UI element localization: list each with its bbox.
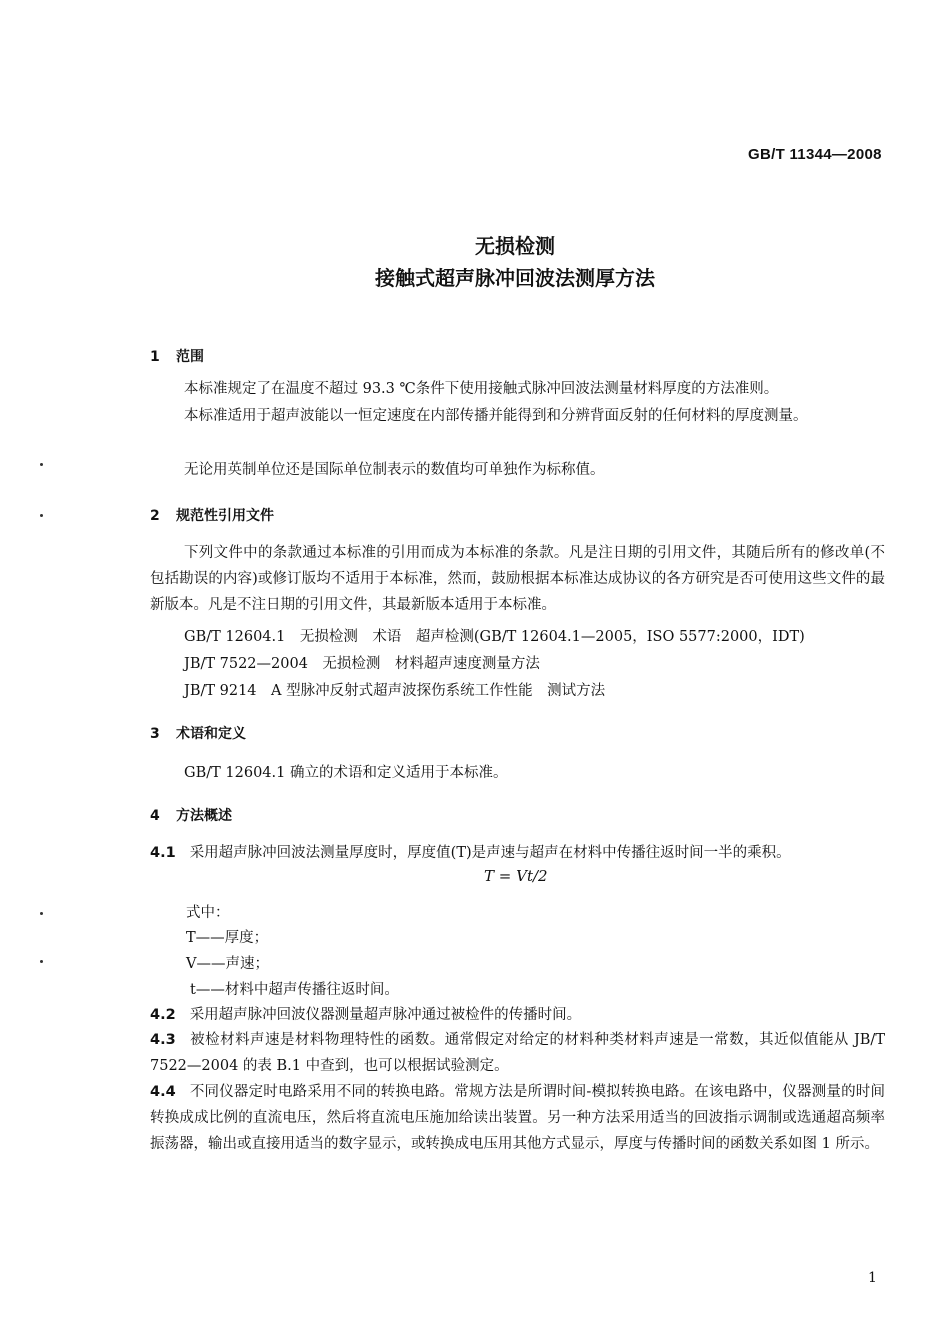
- section-2-paragraph-1: 下列文件中的条款通过本标准的引用而成为本标准的条款。凡是注日期的引用文件，其随后所有的修改单(不包括勘误的内容)或修订版均不适用于本标准，然而，鼓励根据本标准达成协议的各方研究是否可使用这些文件的最新版本。凡是不注日期的引用文件，其最新版本适用于本标准。: [150, 545, 885, 613]
- clause-4-3: [150, 1027, 885, 1079]
- clause-number: 4.1: [150, 845, 176, 861]
- title-line-1: 无损检测: [475, 234, 555, 258]
- section-3-heading: [150, 723, 246, 743]
- clause-4-1: [150, 840, 885, 866]
- clause-number: 4.3: [150, 1032, 176, 1048]
- section-title: 术语和定义: [176, 726, 246, 742]
- page-number: 1: [868, 1270, 877, 1286]
- variable-definition: T——厚度；: [186, 930, 269, 946]
- section-number: 1: [150, 349, 160, 365]
- scan-speck: [40, 912, 43, 915]
- section-4-heading: [150, 805, 232, 825]
- reference-item: JB/T 7522—2004 无损检测 材料超声速度测量方法: [184, 656, 540, 672]
- clause-text: 不同仪器定时电路采用不同的转换电路。常规方法是所谓时间-模拟转换电路。在该电路中，仪器测量的时间转换成成比例的直流电压，然后将直流电压施加给读出装置。另一种方法采用适当的回波指示调制或选通超高频率振荡器，输出或直接用适当的数字显示，或转换成电压用其他方式显示，厚度与传播时间的函数关系如图 1 所示。: [150, 1084, 885, 1152]
- section-title: 方法概述: [176, 808, 232, 824]
- section-title: 规范性引用文件: [176, 508, 274, 524]
- section-number: 4: [150, 808, 160, 824]
- section-1-paragraph-3: 无论用英制单位还是国际单位制表示的数值均可单独作为标称值。: [184, 462, 605, 478]
- section-2-heading: [150, 505, 274, 525]
- where-label: 式中：: [186, 905, 230, 921]
- clause-text: 采用超声脉冲回波仪器测量超声脉冲通过被检件的传播时间。: [189, 1007, 582, 1023]
- formula: T = Vt/2: [484, 867, 548, 885]
- section-number: 2: [150, 508, 160, 524]
- section-1-paragraph-2: 本标准适用于超声波能以一恒定速度在内部传播并能得到和分辨背面反射的任何材料的厚度测量。: [184, 408, 808, 424]
- section-3-paragraph-1: GB/T 12604.1 确立的术语和定义适用于本标准。: [184, 765, 508, 781]
- clause-number: 4.4: [150, 1084, 176, 1100]
- title-line-2: 接触式超声脉冲回波法测厚方法: [375, 266, 655, 290]
- section-number: 3: [150, 726, 160, 742]
- section-1-heading: [150, 346, 204, 366]
- scan-speck: [40, 960, 43, 963]
- clause-number: 4.2: [150, 1007, 176, 1023]
- clause-text: 被检材料声速是材料物理特性的函数。通常假定对给定的材料种类材料声速是一常数，其近似值能从 JB/T 7522—2004 的表 B.1 中查到，也可以根据试验测定。: [150, 1032, 885, 1074]
- variable-definition: t——材料中超声传播往返时间。: [190, 982, 399, 998]
- clause-text: 采用超声脉冲回波法测量厚度时，厚度值(T)是声速与超声在材料中传播往返时间一半的乘积。: [189, 845, 791, 861]
- section-1-paragraph-1: 本标准规定了在温度不超过 93.3 ℃条件下使用接触式脉冲回波法测量材料厚度的方法准则。: [184, 381, 779, 397]
- standard-code: GB/T 11344—2008: [748, 146, 882, 163]
- section-title: 范围: [176, 349, 204, 365]
- scan-speck: [40, 514, 43, 517]
- clause-4-4: [150, 1079, 885, 1157]
- reference-item: JB/T 9214 A 型脉冲反射式超声波探伤系统工作性能 测试方法: [184, 683, 606, 699]
- reference-item: GB/T 12604.1 无损检测 术语 超声检测(GB/T 12604.1—2005，ISO 5577:2000，IDT): [184, 629, 805, 645]
- clause-4-2: [150, 1002, 885, 1028]
- scan-speck: [40, 463, 43, 466]
- variable-definition: V——声速；: [186, 956, 269, 972]
